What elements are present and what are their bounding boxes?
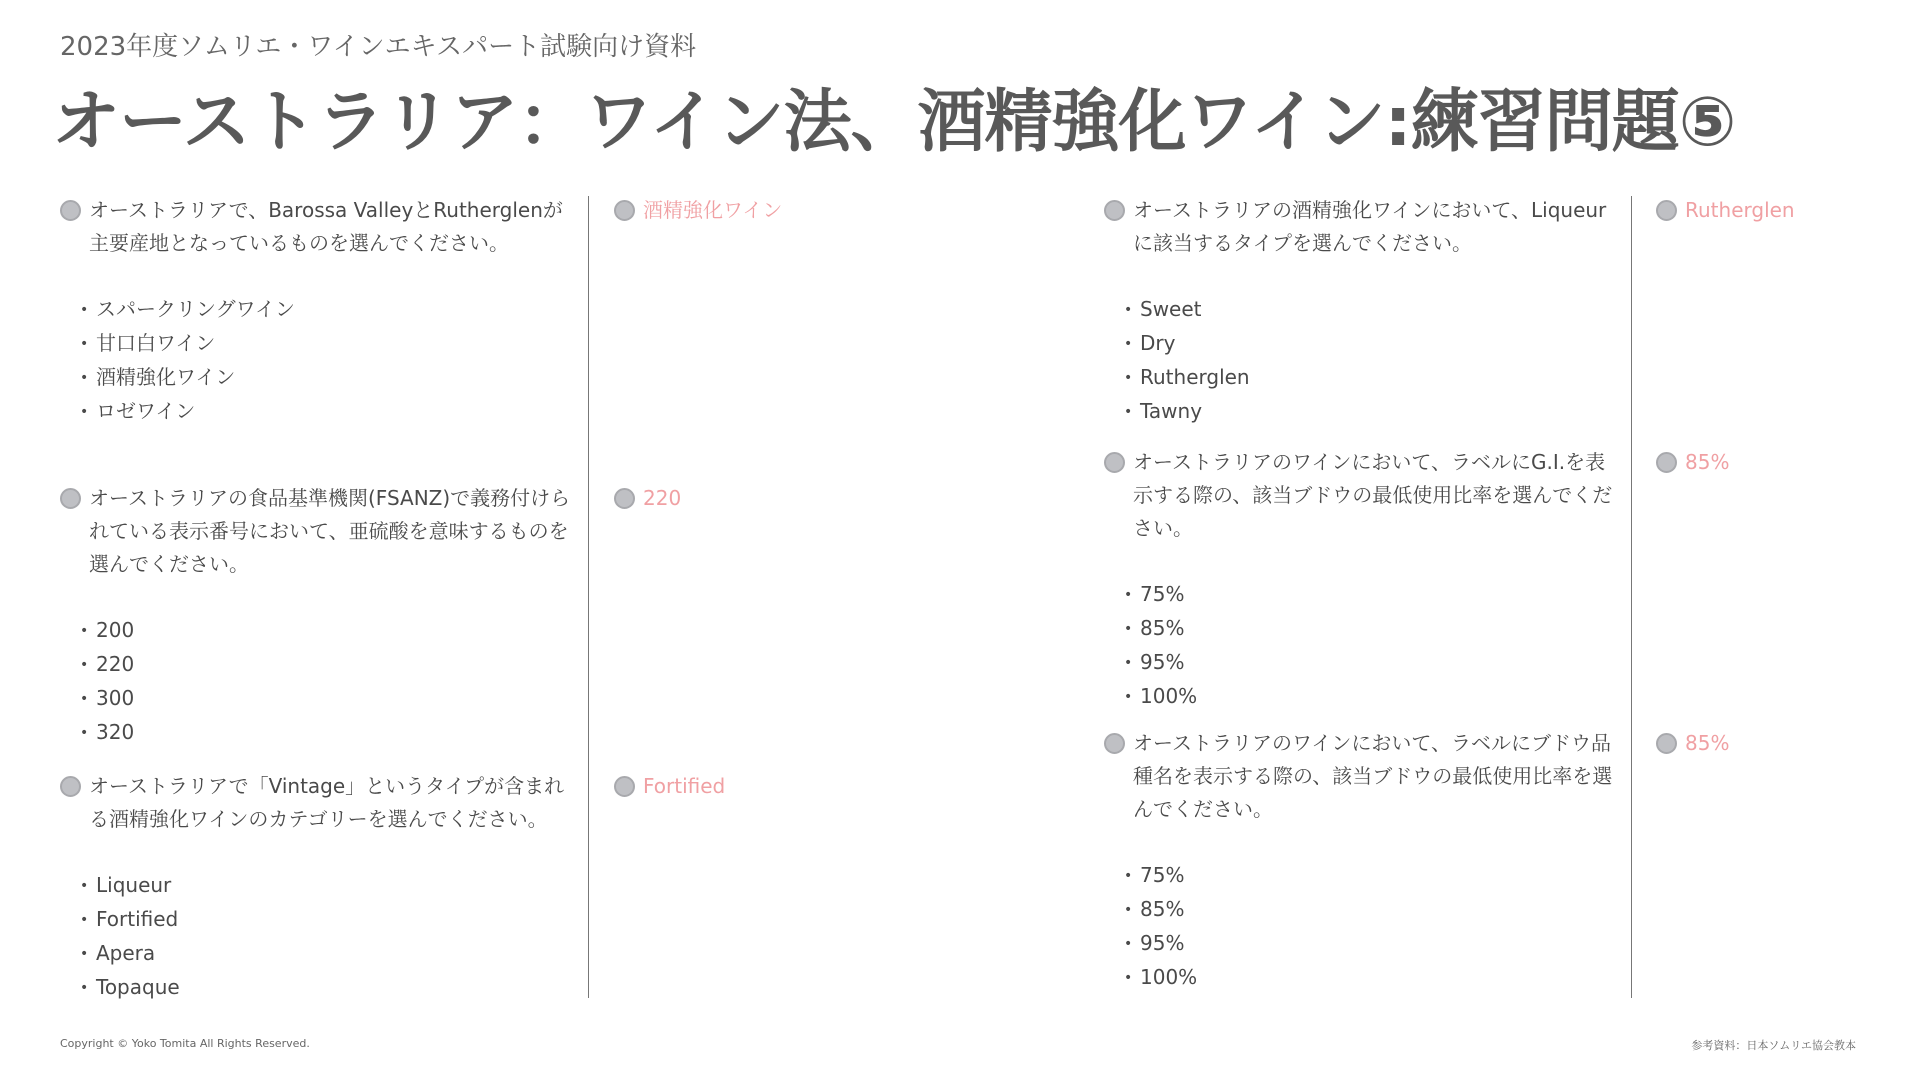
option-item: • 95% — [1124, 927, 1619, 961]
question-text: オーストラリアの食品基準機関(FSANZ)で義務付けられている表示番号において、亜硫酸を意味するものを選んでください。 — [89, 486, 571, 576]
bullet-dot-icon — [614, 776, 635, 797]
question — [1104, 194, 1619, 260]
bullet-icon: • — [80, 370, 89, 386]
option-item: • 95% — [1124, 646, 1619, 680]
copyright: Copyright © Yoko Tomita All Rights Reserved. — [60, 1037, 310, 1050]
option-item: • 75% — [1124, 859, 1619, 893]
bullet-icon: • — [1124, 302, 1133, 318]
bullet-icon: • — [80, 980, 89, 996]
options-list — [60, 293, 575, 429]
bullet-icon: • — [80, 725, 89, 741]
option-item: • 200 — [80, 614, 575, 648]
bullet-icon: • — [1124, 621, 1133, 637]
bullet-dot-icon — [1104, 452, 1125, 473]
answer-left-1 — [614, 194, 782, 227]
bullet-icon: • — [1124, 689, 1133, 705]
answer-left-2 — [614, 482, 681, 515]
option-item: • 100% — [1124, 680, 1619, 714]
question-block-left-1 — [60, 194, 575, 429]
question — [60, 194, 575, 260]
bullet-dot-icon — [614, 200, 635, 221]
option-item: • 酒精強化ワイン — [80, 361, 575, 395]
option-item: • Tawny — [1124, 395, 1619, 429]
bullet-icon: • — [80, 878, 89, 894]
option-item: • Dry — [1124, 327, 1619, 361]
options-list — [60, 614, 575, 750]
answer-left-3 — [614, 770, 725, 803]
option-item: • Rutherglen — [1124, 361, 1619, 395]
bullet-icon: • — [1124, 655, 1133, 671]
option-item: • 100% — [1124, 961, 1619, 995]
question — [60, 482, 575, 581]
option-item: • 75% — [1124, 578, 1619, 612]
answer-text: 85% — [1685, 450, 1730, 474]
answer-text: Rutherglen — [1685, 198, 1795, 222]
question-block-left-2 — [60, 482, 575, 750]
option-item: • ロゼワイン — [80, 395, 575, 429]
bullet-dot-icon — [60, 776, 81, 797]
option-item: • Apera — [80, 937, 575, 971]
bullet-dot-icon — [1104, 200, 1125, 221]
options-list — [60, 869, 575, 1005]
bullet-icon: • — [80, 302, 89, 318]
option-item: • Liqueur — [80, 869, 575, 903]
answer-right-2 — [1656, 446, 1729, 479]
question-text: オーストラリアで、Barossa ValleyとRutherglenが主要産地となっているものを選んでください。 — [89, 198, 563, 255]
question-text: オーストラリアのワインにおいて、ラベルにG.I.を表示する際の、該当ブドウの最低使用比率を選んでください。 — [1133, 450, 1613, 540]
left-divider — [588, 196, 589, 998]
option-item: • 85% — [1124, 893, 1619, 927]
option-item: • 220 — [80, 648, 575, 682]
option-item: • 300 — [80, 682, 575, 716]
bullet-icon: • — [80, 404, 89, 420]
question — [1104, 446, 1619, 545]
answer-text: Fortified — [643, 774, 726, 798]
bullet-icon: • — [80, 946, 89, 962]
bullet-icon: • — [80, 691, 89, 707]
options-list — [1104, 578, 1619, 714]
option-item: • 甘口白ワイン — [80, 327, 575, 361]
reference-note: 参考資料：日本ソムリエ協会教本 — [1691, 1039, 1856, 1052]
header-subtitle: 2023年度ソムリエ・ワインエキスパート試験向け資料 — [60, 32, 697, 62]
bullet-dot-icon — [1656, 733, 1677, 754]
bullet-icon: • — [1124, 587, 1133, 603]
bullet-dot-icon — [60, 200, 81, 221]
bullet-icon: • — [1124, 936, 1133, 952]
option-item: • 320 — [80, 716, 575, 750]
bullet-icon: • — [1124, 370, 1133, 386]
options-list — [1104, 859, 1619, 995]
question-text: オーストラリアの酒精強化ワインにおいて、Liqueurに該当するタイプを選んでください。 — [1133, 198, 1607, 255]
answer-right-3 — [1656, 727, 1729, 760]
question-block-left-3 — [60, 770, 575, 1005]
bullet-icon: • — [80, 657, 89, 673]
question — [1104, 727, 1619, 826]
answer-right-1 — [1656, 194, 1795, 227]
right-divider — [1631, 196, 1632, 998]
question-text: オーストラリアで「Vintage」というタイプが含まれる酒精強化ワインのカテゴリーを選んでください。 — [89, 774, 565, 831]
bullet-icon: • — [1124, 336, 1133, 352]
answer-text: 85% — [1685, 731, 1730, 755]
option-item: • スパークリングワイン — [80, 293, 575, 327]
question-block-right-3 — [1104, 727, 1619, 995]
bullet-icon: • — [1124, 404, 1133, 420]
bullet-dot-icon — [614, 488, 635, 509]
bullet-dot-icon — [1656, 200, 1677, 221]
answer-text: 酒精強化ワイン — [643, 198, 783, 222]
bullet-icon: • — [1124, 868, 1133, 884]
bullet-icon: • — [80, 912, 89, 928]
bullet-icon: • — [1124, 902, 1133, 918]
bullet-icon: • — [1124, 970, 1133, 986]
option-item: • Topaque — [80, 971, 575, 1005]
bullet-icon: • — [80, 336, 89, 352]
page-title: オーストラリア：ワイン法、酒精強化ワイン:練習問題⑤ — [52, 83, 1736, 162]
option-item: • Sweet — [1124, 293, 1619, 327]
question-block-right-2 — [1104, 446, 1619, 714]
answer-text: 220 — [643, 486, 682, 510]
option-item: • 85% — [1124, 612, 1619, 646]
bullet-dot-icon — [1104, 733, 1125, 754]
bullet-dot-icon — [60, 488, 81, 509]
question-text: オーストラリアのワインにおいて、ラベルにブドウ品種名を表示する際の、該当ブドウの最低使用比率を選んでください。 — [1133, 731, 1613, 821]
question — [60, 770, 575, 836]
bullet-dot-icon — [1656, 452, 1677, 473]
question-block-right-1 — [1104, 194, 1619, 429]
options-list — [1104, 293, 1619, 429]
option-item: • Fortified — [80, 903, 575, 937]
bullet-icon: • — [80, 623, 89, 639]
